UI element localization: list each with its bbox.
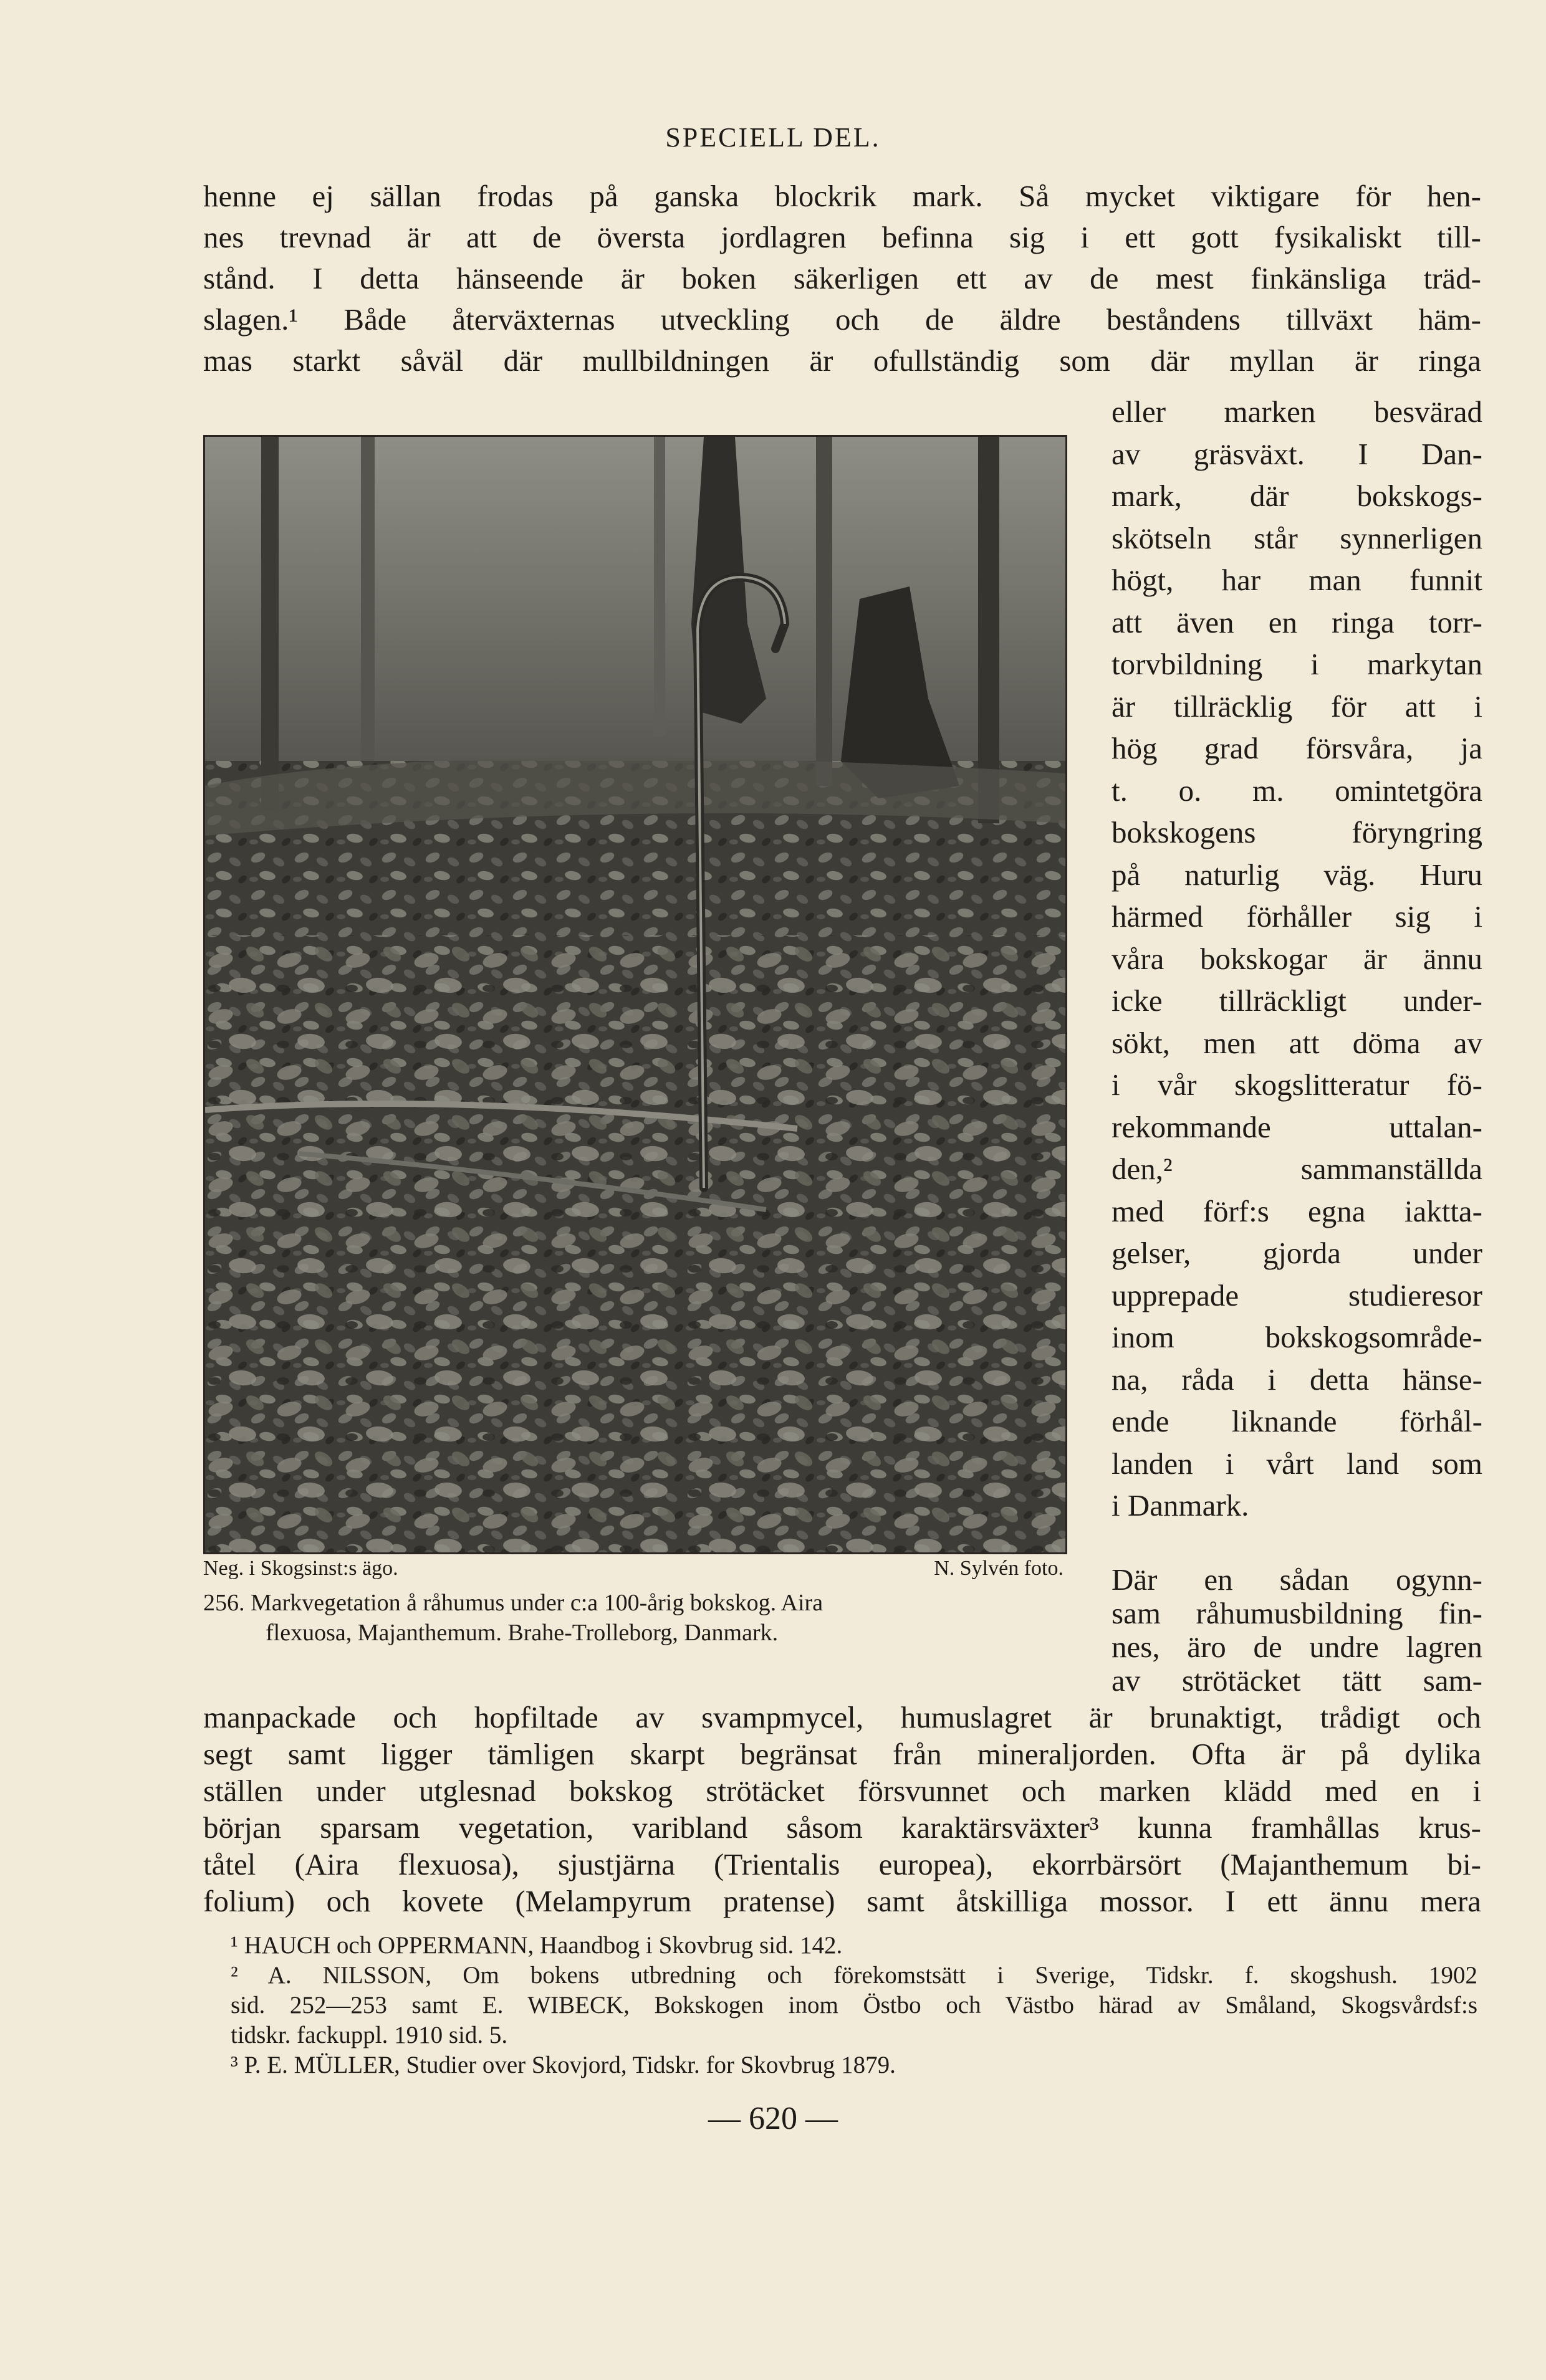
text-line: landen i vårt land som	[1111, 1446, 1482, 1481]
text-line: den,² sammanställda	[1111, 1152, 1482, 1186]
text-line: våra bokskogar är ännu	[1111, 941, 1482, 976]
text-line: högt, har man funnit	[1111, 563, 1482, 597]
text-line: mark, där bokskogs-	[1111, 479, 1482, 513]
top-paragraph	[203, 176, 1481, 381]
text-line: är tillräcklig för att i	[1111, 689, 1482, 724]
footnote: tidskr. fackuppl. 1910 sid. 5.	[231, 2022, 508, 2048]
text-line: torvbildning i markytan	[1111, 647, 1482, 681]
text-line: med förf:s egna iaktta-	[1111, 1193, 1482, 1228]
text-line: ställen under utglesnad bokskog strötäcket försvunnet och marken klädd med en i	[203, 1774, 1481, 1808]
text-line: folium) och kovete (Melampyrum pratense) samt åtskilliga mossor. I ett ännu mera	[203, 1884, 1481, 1918]
text-line: slagen.¹ Både återväxternas utveckling och de äldre beståndens tillväxt häm-	[203, 302, 1481, 337]
footnote: ³ P. E. MÜLLER, Studier over Skovjord, Tidskr. for Skovbrug 1879.	[231, 2052, 896, 2078]
photo-illustration	[205, 437, 1065, 1552]
text-line: gelser, gjorda under	[1111, 1236, 1482, 1270]
negative-credit: Neg. i Skogsinst:s ägo.	[203, 1557, 398, 1580]
text-line: ende liknande förhål-	[1111, 1404, 1482, 1438]
text-line: nes trevnad är att de översta jordlagren befinna sig i ett gott fysikaliskt till-	[203, 220, 1481, 254]
bottom-paragraph	[203, 1699, 1481, 1919]
text-line: tåtel (Aira flexuosa), sjustjärna (Trientalis europea), ekorrbärsört (Majanthemum bi-	[203, 1847, 1481, 1881]
text-line: t. o. m. omintetgöra	[1111, 773, 1482, 808]
text-line: mas starkt såväl där mullbildningen är ofullständig som där myllan är ringa	[203, 343, 1481, 378]
text-line: henne ej sällan frodas på ganska blockrik mark. Så mycket viktigare för hen-	[203, 179, 1481, 213]
text-line: hög grad försvåra, ja	[1111, 731, 1482, 765]
caption-line: flexuosa, Majanthemum. Brahe-Trolleborg, Danmark.	[266, 1620, 779, 1646]
side-column-text	[1111, 391, 1482, 1527]
photographer-credit: N. Sylvén foto.	[934, 1557, 1063, 1580]
text-line: segt samt ligger tämligen skarpt begränsat från mineraljorden. Ofta är på dylika	[203, 1737, 1481, 1771]
figure-caption	[203, 1588, 1063, 1648]
text-line: i Danmark.	[1111, 1488, 1249, 1522]
footnote: ¹ HAUCH och OPPERMANN, Haandbog i Skovbrug sid. 142.	[231, 1932, 843, 1959]
text-line: inom bokskogsområde-	[1111, 1320, 1482, 1354]
text-line: sam råhumusbildning fin-	[1111, 1597, 1482, 1630]
text-line: av strötäcket tätt sam-	[1111, 1664, 1482, 1698]
text-line: Där en sådan ogynn-	[1111, 1563, 1482, 1597]
text-line: i vår skogslitteratur fö-	[1111, 1068, 1482, 1102]
text-line: eller marken besvärad	[1111, 394, 1482, 429]
caption-line: 256. Markvegetation å råhumus under c:a 100-årig bokskog. Aira	[203, 1590, 823, 1616]
text-line: härmed förhåller sig i	[1111, 899, 1482, 934]
text-line: av gräsväxt. I Dan-	[1111, 436, 1482, 471]
footnote: sid. 252—253 samt E. WIBECK, Bokskogen inom Östbo och Västbo härad av Småland, Skogsvårdsf:s	[231, 1992, 1477, 2019]
text-line: på naturlig väg. Huru	[1111, 857, 1482, 892]
text-line: sökt, men att döma av	[1111, 1025, 1482, 1060]
photo-credits	[203, 1554, 1063, 1584]
text-line: icke tillräckligt under-	[1111, 983, 1482, 1018]
side-column-text-continued	[1111, 1563, 1482, 1698]
text-line: manpackade och hopfiltade av svampmycel, humuslagret är brunaktigt, trådigt och	[203, 1700, 1481, 1734]
text-line: na, råda i detta hänse-	[1111, 1362, 1482, 1397]
text-line: rekommande uttalan-	[1111, 1109, 1482, 1144]
text-line: början sparsam vegetation, varibland såsom karaktärsväxter³ kunna framhållas krus-	[203, 1810, 1481, 1845]
text-line: att även en ringa torr-	[1111, 605, 1482, 639]
running-header: SPECIELL DEL.	[665, 122, 881, 153]
forest-floor-photograph	[203, 435, 1067, 1554]
text-line: bokskogens föryngring	[1111, 815, 1482, 849]
text-line: upprepade studieresor	[1111, 1278, 1482, 1312]
text-line: nes, äro de undre lagren	[1111, 1630, 1482, 1664]
text-line: skötseln står synnerligen	[1111, 520, 1482, 555]
text-line: stånd. I detta hänseende är boken säkerligen ett av de mest finkänsliga träd-	[203, 261, 1481, 295]
page-number: — 620 —	[708, 2101, 838, 2136]
footnote: ² A. NILSSON, Om bokens utbredning och förekomstsätt i Sverige, Tidskr. f. skogshush. 1902	[231, 1962, 1477, 1989]
footnotes	[231, 1931, 1484, 2080]
